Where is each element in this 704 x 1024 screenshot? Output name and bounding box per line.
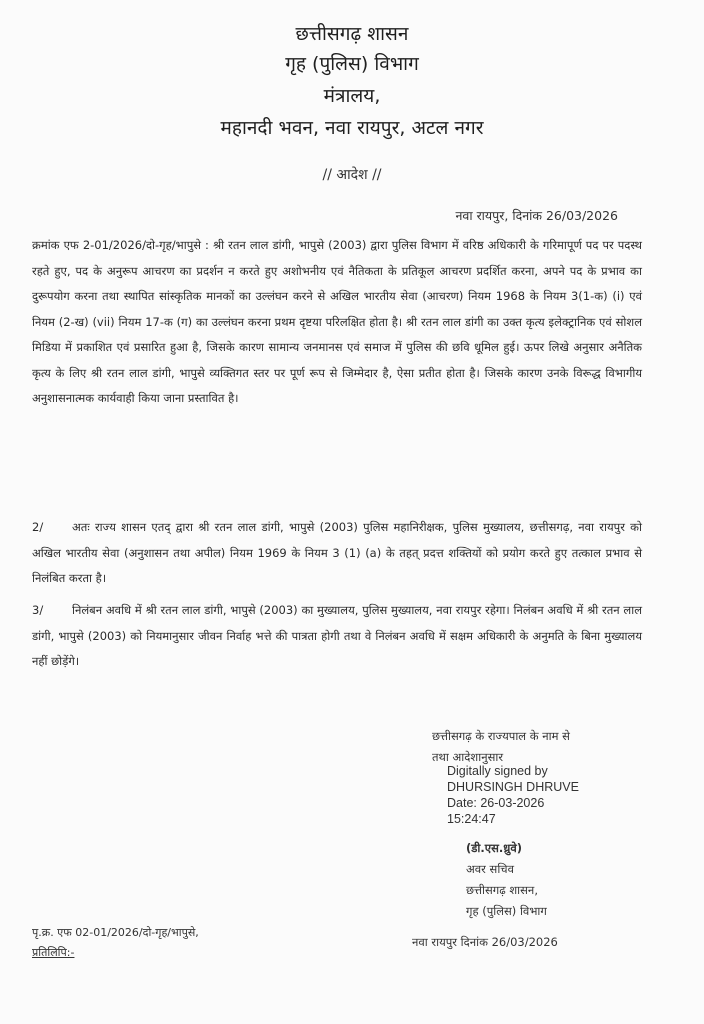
- paragraph-3: [32, 598, 642, 675]
- digital-signature-time: 15:24:47: [447, 812, 496, 826]
- paragraph-1: क्रमांक एफ 2-01/2026/दो-गृह/भापुसे : श्री रतन लाल डांगी, भापुसे (2003) द्वारा पुलिस विभाग में वरिष्ठ अधिकारी के गरिमापूर्ण पद पर पदस्थ रहते हुए, पद के अनुरूप आचरण का प्रदर्शन न करते हुए अशोभनीय एवं नैतिकता के प्रतिकूल आचरण प्रदर्शित करना, अपने पद के प्रभाव का दुरूपयोग करना तथा स्थापित सांस्कृतिक मानकों का उल्लंघन करने से अखिल भारतीय सेवा (आचरण) नियम 1968 के नियम 3(1-क) (i) एवं नियम (2-ख) (vii) नियम 17-क (ग) का उल्लंघन करना प्रथम दृष्टया परिलक्षित होता है। श्री रतन लाल डांगी का उक्त कृत्य इलेक्ट्रानिक एवं सोशल मिडिया में प्रकाशित एवं प्रसारित हुआ है, जिसके कारण सामान्य जनमानस एवं समाज में पुलिस की छवि धूमिल हुई। ऊपर लिखे अनुसार अनैतिक कृत्य के लिए श्री रतन लाल डांगी, भापुसे व्यक्तिगत स्तर पर पूर्ण रूप से जिम्मेदार है, ऐसा प्रतीत होता है। जिसके कारण उनके विरूद्ध विभागीय अनुशासनात्मक कार्यवाही किया जाना प्रस्तावित है।: [32, 238, 642, 405]
- signing-officer: [466, 838, 626, 922]
- officer-department: गृह (पुलिस) विभाग: [466, 904, 547, 918]
- signature-authority: [432, 726, 652, 768]
- government-heading: छत्तीसगढ़ शासन: [295, 23, 409, 45]
- digital-signature-name: DHURSINGH DHRUVE: [447, 780, 579, 794]
- officer-name: (डी.एस.ध्रुवे): [466, 841, 522, 855]
- paragraph-2-text: अतः राज्य शासन एतद् द्वारा श्री रतन लाल डांगी, भापुसे (2003) पुलिस महानिरीक्षक, पुलिस मुख्यालय, छत्तीसगढ़, नवा रायपुर को अखिल भारतीय सेवा (अनुशासन तथा अपील) नियम 1969 के नियम 3 (1) (a) के तहत् प्रदत्त शक्तियों को प्रयोग करते हुए तत्काल प्रभाव से निलंबित करता है।: [32, 520, 642, 585]
- copy-to-label: प्रतिलिपि:-: [32, 946, 75, 959]
- department-heading: गृह (पुलिस) विभाग: [285, 53, 419, 75]
- digital-signature-date: Date: 26-03-2026: [447, 796, 545, 810]
- paragraph-3-text: निलंबन अवधि में श्री रतन लाल डांगी, भापुसे (2003) का मुख्यालय, पुलिस मुख्यालय, नवा रायपुर रहेगा। निलंबन अवधि में श्री रतन लाल डांगी, भापुसे (2003) को नियमानुसार जीवन निर्वाह भत्ते की पात्रता होगी तथा वे निलंबन अवधि में सक्षम अधिकारी के अनुमति के बिना मुख्यालय नहीं छोड़ेंगे।: [32, 603, 642, 668]
- address-heading: महानदी भवन, नवा रायपुर, अटल नगर: [220, 117, 484, 139]
- digital-signature: [447, 763, 607, 827]
- place-date: नवा रायपुर, दिनांक 26/03/2026: [455, 208, 618, 223]
- endorsement-date: नवा रायपुर दिनांक 26/03/2026: [412, 935, 558, 949]
- paragraph-3-number: 3/: [32, 603, 44, 617]
- digital-signature-line: Digitally signed by: [447, 764, 548, 778]
- officer-designation: अवर सचिव: [466, 862, 514, 876]
- ministry-heading: मंत्रालय,: [323, 85, 381, 107]
- endorsement: [32, 923, 199, 963]
- endorsement-reference: पृ.क्र. एफ 02-01/2026/दो-गृह/भापुसे,: [32, 926, 199, 939]
- officer-organization: छत्तीसगढ़ शासन,: [466, 883, 538, 897]
- paragraph-2-number: 2/: [32, 520, 44, 534]
- signature-line-2: तथा आदेशानुसार: [432, 750, 504, 764]
- order-title: // आदेश //: [322, 167, 382, 183]
- signature-line-1: छत्तीसगढ़ के राज्यपाल के नाम से: [432, 729, 570, 743]
- paragraph-2: [32, 515, 642, 592]
